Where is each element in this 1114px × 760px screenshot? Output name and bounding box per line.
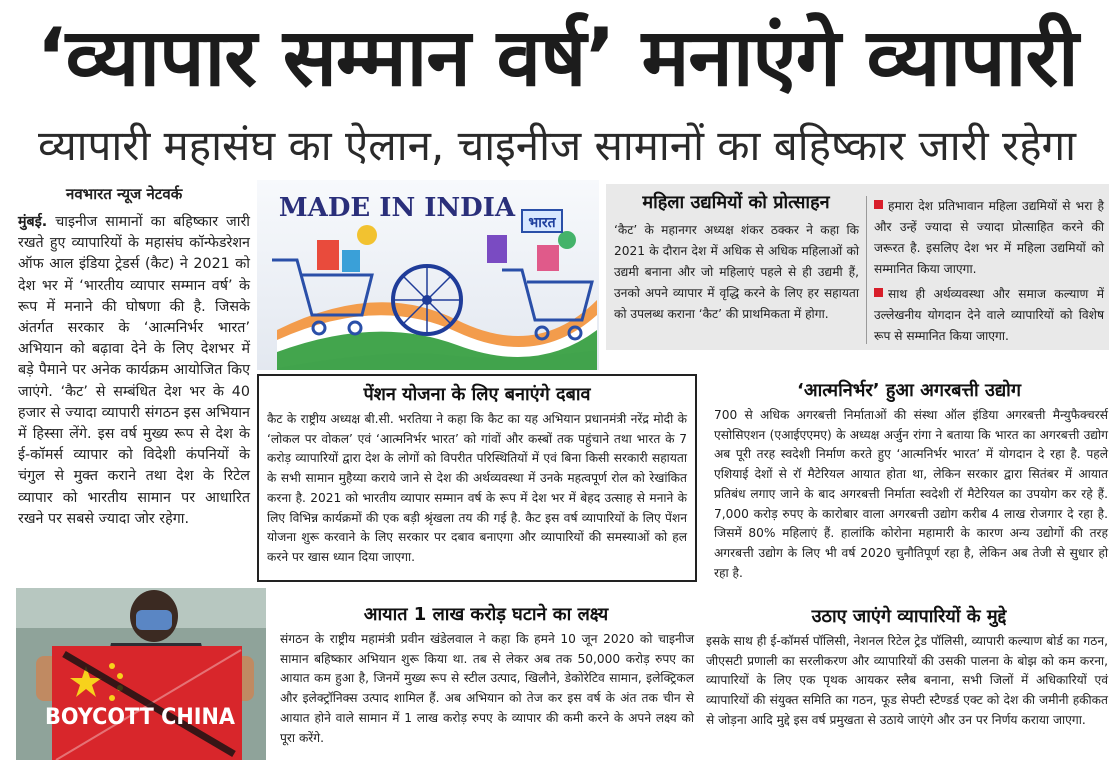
boycott-china-image bbox=[16, 588, 266, 760]
women-bullet-2 bbox=[874, 284, 1104, 347]
subheadline: व्यापारी महासंघ का ऐलान, चाइनीज सामानों का बहिष्कार जारी रहेगा bbox=[37, 121, 1077, 170]
import-title: आयात 1 लाख करोड़ घटाने का लक्ष्य bbox=[363, 604, 609, 625]
side-text: भारत bbox=[528, 215, 556, 231]
agarbatti-text: 700 से अधिक अगरबत्ती निर्माताओं की संस्था ऑल इंडिया अगरबत्ती मैन्युफैक्चरर्स एसोसिएशन (एआईएएमए) के अध्यक्ष अर्जुन रांगा ने बताया कि भारत का अगरबत्ती उद्योग अब पूरी तरह स्वदेशी निर्माण करते हुए ‘आत्मनिर्भर भारत’ में योगदान दे रहा है. पहले एशियाई देशों से रॉ मैटेरियल आयात होता था, लेकिन सरकार द्वारा सितंबर में आयात प्रतिबंध लगाए जाने के बाद अगरबत्ती निर्माता स्वदेशी रॉ मैटेरियल का उपयोग कर रहे हैं. 7,000 करोड़ रुपए के कारोबार वाला अगरबत्ती उद्योग करीब 4 लाख रोजगार दे रहा है. जिसमें 80% महिलाएं हैं. हालांकि कोरोना महामारी के कारण अन्य उद्योगों की तरह अगरबत्ती उद्योग के लिए भी वर्ष 2020 चुनौतिपूर्ण रहा है, लेकिन अब तेजी से सुधार हो रहा है. bbox=[714, 408, 1108, 580]
women-box-text: ‘कैट’ के महानगर अध्यक्ष शंकर ठक्कर ने कहा कि 2021 के दौरान देश में अधिक से अधिक महिलाओं को उद्यमी बनाना और जो महिलाएं पहले से ही उद्यमी हैं, उनको अपने व्यापार में वृद्धि करने के लिए हर सहायता को उपलब्ध कराना ‘कैट’ की प्राथमिकता में होगा. bbox=[614, 223, 859, 321]
agarbatti-title: ‘आत्मनिर्भर’ हुआ अगरबत्ती उद्योग bbox=[797, 380, 1021, 401]
issues-title: उठाए जाएंगे व्यापारियों के मुद्दे bbox=[811, 606, 1007, 627]
women-bullet-2-text: साथ ही अर्थव्यवस्था और समाज कल्याण में उल्लेखनीय योगदान देने वाले व्यापारियों को विशेष रूप से सम्मानित किया जाएगा. bbox=[874, 287, 1104, 343]
made-in-india-text: MADE IN INDIA bbox=[278, 193, 516, 223]
dateline: मुंबई. bbox=[18, 214, 48, 230]
boycott-china-photo bbox=[16, 588, 266, 760]
pension-box-title: पेंशन योजना के लिए बनाएंगे दबाव bbox=[363, 384, 591, 405]
women-bullet-1-text: हमारा देश प्रतिभावान महिला उद्यमियों से भरा है और उन्हें ज्यादा से ज्यादा प्रोत्साहित करने की जरूरत है. इसलिए देश भर में महिला उद्यमियों को सम्मानित किया जाएगा. bbox=[874, 199, 1104, 276]
lead-story-text: चाइनीज सामानों का बहिष्कार जारी रखते हुए व्यापारियों के महासंघ कॉन्फेडरेशन ऑफ आल इंडिया ट्रेडर्स (कैट) ने 2021 को देश भर में ‘भारतीय व्यापार सम्मान वर्ष’ के रूप में मनाने की घोषणा की है. जिसके अंतर्गत सरकार के ‘आत्मनिर्भर भारत’ अभियान को बढ़ावा देने के लिए देशभर में बड़े पैमाने पर अनेक कार्यक्रम आयोजित किए जाएंगे. ‘कैट’ से सम्बंधित देश भर के 40 हजार से ज्यादा व्यापारी संगठन इस अभियान में हिस्सा लेंगे. इस वर्ष मुख्य रूप से देश के ई-कॉमर्स व्यापार को विदेशी कंपनियों के चंगुल से मुक्त कराने तथा देश के रिटेल व्यापार को भारतीय सामान पर आधारित रखने पर सबसे ज्यादा जोर रहेगा. bbox=[18, 214, 250, 527]
issues-text: इसके साथ ही ई-कॉमर्स पॉलिसी, नेशनल रिटेल ट्रेड पॉलिसी, व्यापारी कल्याण बोर्ड का गठन, जीएसटी प्रणाली का सरलीकरण और व्यापारियों की उसकी पालना के बोझ को कम करना, व्यापारियों के लिए एक पृथक आयकर स्लैब बनाना, सभी जिलों में अधिकारियों एवं व्यापारियों की संयुक्त समिति का गठन, फूड सेफ्टी स्टैण्डर्ड एक्ट को देश की जमीनी हकीकत से जोड़ना आदि मुद्दे इस वर्ष प्रमुखता से उठाये जाएंगे और उन पर निर्णय कराया जाएगा. bbox=[706, 634, 1108, 727]
pension-box-text: कैट के राष्ट्रीय अध्यक्ष बी.सी. भरतिया ने कहा कि कैट का यह अभियान प्रधानमंत्री नरेंद्र मोदी के ‘लोकल पर वोकल’ एवं ‘आत्मनिर्भर भारत’ को गांवों और कस्बों तक पहुंचाने तथा भारत के 7 करोड़ व्यापारियों द्वारा देश के लोगों को विपरीत परिस्थितियों में एवं बिना किसी सरकारी सहायता के सभी सामान मुहैय्या कराये जाने से देश की अर्थव्यवस्था में उनके महत्वपूर्ण रोल को रेखांकित करना है. 2021 को भारतीय व्यापार सम्मान वर्ष के रूप में देश भर में बेहद उत्साह से मनाने के लिए विभिन्न कार्यक्रमों की एक बड़ी श्रृंखला तय की गई है. कैट इस वर्ष व्यापारियों के लिए पेंशन योजना शुरू करवाने के लिए सरकार पर दबाव बनाएगा और व्यापारियों की समस्याओं को हल करने पर खास ध्यान दिया जाएगा. bbox=[267, 412, 687, 564]
headline: ‘व्यापार सम्मान वर्ष’ मनाएंगे व्यापारी bbox=[36, 11, 1078, 104]
women-box-title: महिला उद्यमियों को प्रोत्साहन bbox=[642, 192, 830, 213]
bullet-square-icon bbox=[874, 200, 883, 209]
women-bullet-1 bbox=[874, 196, 1104, 280]
placard-text: BOYCOTT CHINA bbox=[45, 705, 235, 730]
women-box-divider bbox=[866, 196, 867, 344]
made-in-india-illustration bbox=[257, 180, 599, 370]
import-text: संगठन के राष्ट्रीय महामंत्री प्रवीन खंडेलवाल ने कहा कि हमने 10 जून 2020 को चाइनीज सामान बहिष्कार अभियान शुरू किया था. तब से लेकर अब तक 50,000 करोड़ रुपए का आयात कम हुआ है, जिनमें मुख्य रूप से स्टील उत्पाद, खिलौने, डेकोरेटिव सामान, इलेक्ट्रिकल और इलेक्ट्रॉनिक्स उत्पाद शामिल हैं. अब अभियान को तेज कर इस वर्ष के अंत तक चीन से आयात होने वाले सामान में 1 लाख करोड़ रुपए के व्यापार की कमी करने के अपने लक्ष्य को पूरा करेंगे. bbox=[280, 632, 694, 745]
byline: नवभारत न्यूज नेटवर्क bbox=[66, 185, 183, 203]
bullet-square-icon bbox=[874, 288, 883, 297]
lead-story bbox=[18, 212, 250, 530]
made-in-india-image bbox=[257, 180, 599, 370]
